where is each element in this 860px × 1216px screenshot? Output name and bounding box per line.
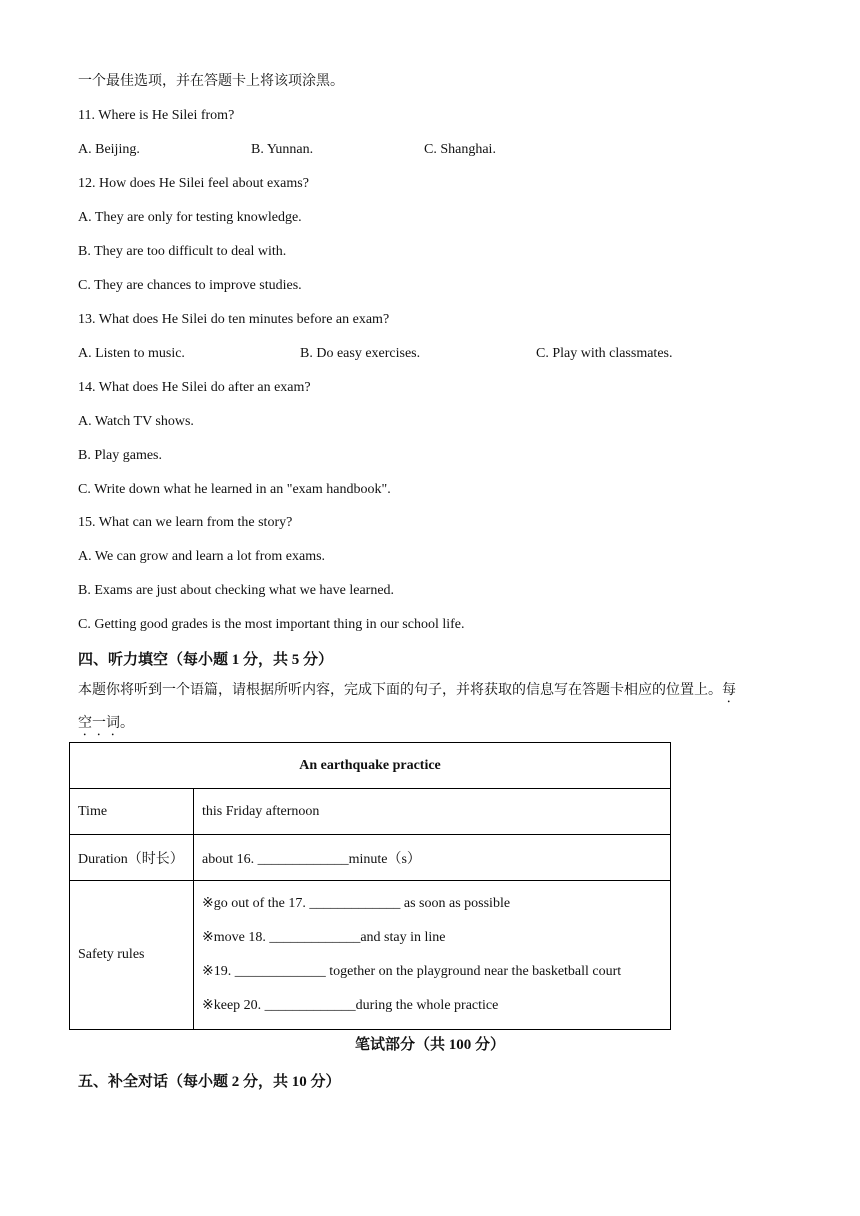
question-14-option-c: C. Write down what he learned in an "exam handbook". [78,482,391,497]
instruction-emphasis-1: 每 [722,683,736,698]
instruction-end: 。 [120,716,134,731]
time-label: Time [70,789,194,835]
earthquake-practice-table [69,742,671,1030]
table-row-time [70,789,671,835]
table-row-duration [70,835,671,881]
question-14-option-b: B. Play games. [78,448,162,463]
question-13-option-b: B. Do easy exercises. [300,346,421,361]
question-14-option-a: A. Watch TV shows. [78,414,194,429]
safety-rule-18: ※move 18. _____________and stay in line [202,930,446,945]
question-13-option-c: C. Play with classmates. [536,346,673,361]
section-5-heading: 五、补全对话（每小题 2 分，共 10 分） [78,1074,341,1090]
question-12-option-a: A. They are only for testing knowledge. [78,210,302,225]
question-11-stem: 11. Where is He Silei from? [78,108,235,123]
question-12-stem: 12. How does He Silei feel about exams? [78,176,309,191]
table-row-safety-rules [70,881,671,1030]
question-12-option-c: C. They are chances to improve studies. [78,278,302,293]
question-15-option-c: C. Getting good grades is the most important thing in our school life. [78,617,465,632]
question-14-stem: 14. What does He Silei do after an exam? [78,380,311,395]
question-11-option-c: C. Shanghai. [424,142,496,157]
safety-rule-20: ※keep 20. _____________during the whole practice [202,998,499,1013]
section-4-instruction-line-2 [78,715,134,739]
question-11-option-a: A. Beijing. [78,142,140,157]
instruction-text: 本题你将听到一个语篇，请根据所听内容，完成下面的句子，并将获取的信息写在答题卡相应的位置上。 [78,683,722,698]
safety-rules-list [194,881,671,1030]
table-title-row [70,743,671,789]
safety-rule-17: ※go out of the 17. _____________ as soon as possible [202,896,511,911]
section-4-instruction-line-1 [78,682,736,706]
question-15-option-a: A. We can grow and learn a lot from exams. [78,549,326,564]
time-value: this Friday afternoon [194,789,671,835]
question-12-option-b: B. They are too difficult to deal with. [78,244,287,259]
question-13-option-a: A. Listen to music. [78,346,185,361]
question-13-stem: 13. What does He Silei do ten minutes before an exam? [78,312,390,327]
question-11-option-b: B. Yunnan. [251,142,314,157]
question-15-stem: 15. What can we learn from the story? [78,515,293,530]
instruction-emphasis-2: 空一词 [78,716,120,731]
section-4-heading: 四、听力填空（每小题 1 分，共 5 分） [78,652,334,668]
safety-rule-19: ※19. _____________ together on the playground near the basketball court [202,964,622,979]
table-title: An earthquake practice [70,743,671,789]
duration-value: about 16. _____________minute（s） [194,835,671,881]
written-part-heading: 笔试部分（共 100 分） [354,1037,505,1053]
question-15-option-b: B. Exams are just about checking what we have learned. [78,583,395,598]
duration-label: Duration（时长） [70,835,194,881]
intro-line: 一个最佳选项，并在答题卡上将该项涂黑。 [78,74,344,89]
safety-rules-label: Safety rules [70,881,194,1030]
